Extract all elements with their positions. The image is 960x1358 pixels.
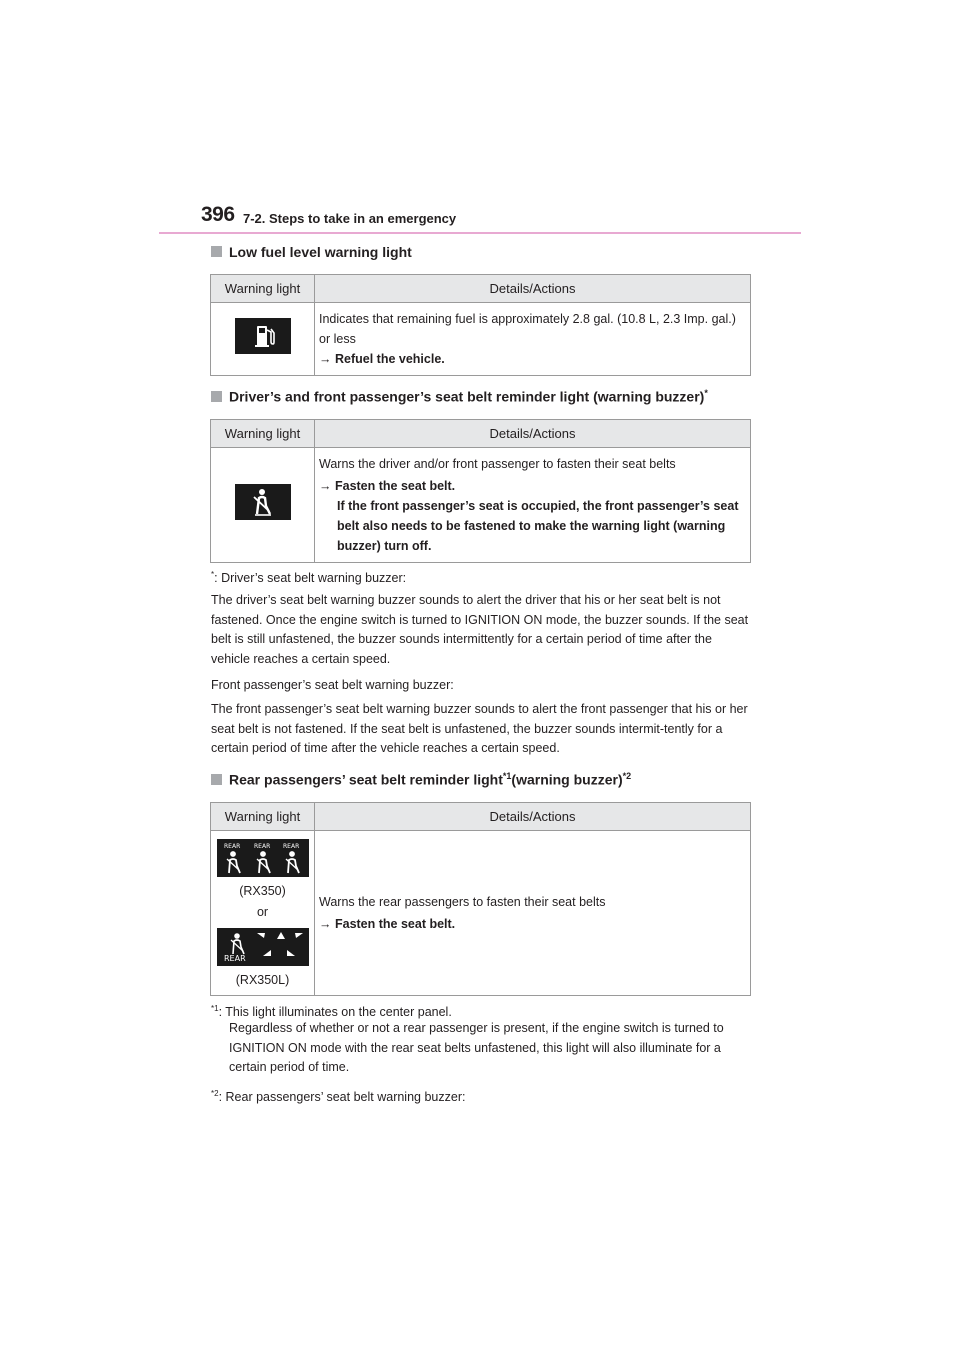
- svg-text:REAR: REAR: [223, 843, 240, 850]
- fuel-pump-icon: [235, 318, 291, 354]
- footnote-2: $^{*2}$: Rear passengers’ seat belt warning buzzer:: [211, 1089, 466, 1105]
- action-text: → Fasten the seat belt.: [319, 917, 456, 931]
- details-text: Warns the driver and/or front passenger to fasten their seat belts: [319, 457, 676, 471]
- section-title: 7-2. Steps to take in an emergency: [243, 211, 457, 226]
- svg-text:REAR: REAR: [223, 954, 246, 963]
- table-front-seat-belt: [210, 419, 751, 563]
- seat-belt-icon: [235, 484, 291, 520]
- variant-rx350l: (RX350L): [235, 973, 290, 987]
- svg-text:REAR: REAR: [282, 843, 299, 850]
- footnote-star: *: Driver’s seat belt warning buzzer:: [211, 570, 407, 586]
- col-warning-light: Warning light: [211, 803, 315, 831]
- action-text: → Fasten the seat belt.: [319, 479, 456, 493]
- bullet-square-icon: [211, 774, 222, 785]
- svg-text:REAR: REAR: [253, 843, 270, 850]
- bullet-square-icon: [211, 391, 222, 402]
- col-details: Details/Actions: [315, 803, 751, 831]
- bullet-square-icon: [211, 246, 222, 257]
- table-rear-seat-belt: [210, 802, 751, 996]
- heading-rear-seat-belt: Rear passengers’ seat belt reminder light$^{*1}$(warning buzzer)$^{*2}$: [211, 771, 631, 788]
- details-text: Indicates that remaining fuel is approximately 2.8 gal. (10.8 L, 2.3 Imp. gal.) or less: [319, 312, 736, 346]
- variant-rx350: (RX350): [239, 884, 286, 898]
- footnote-1: $^{*1}$: This light illuminates on the center panel.: [211, 1004, 452, 1020]
- col-details: Details/Actions: [315, 275, 751, 303]
- or-text: or: [256, 905, 269, 919]
- footnote-star-p1: The driver’s seat belt warning buzzer sounds to alert the driver that his or her seat belt is not fastened. Once the engine switch is turned to IGNITION ON mode, the buzzer sounds. If the seat belt is still unfastened, the buzzer sounds intermittently for a certain period of time after the vehicle reaches a certain speed.: [211, 593, 749, 666]
- col-warning-light: Warning light: [211, 420, 315, 448]
- footnote-1-text: Regardless of whether or not a rear passenger is present, if the engine switch is turned to IGNITION ON mode with the rear seat belts unfastened, this light will also illuminate for a certain period of time.: [229, 1021, 724, 1074]
- action-note: If the front passenger’s seat is occupied, the front passenger’s seat belt also needs to be fastened to make the warning light (warning buzzer) turn off.: [337, 499, 739, 553]
- footnote-star-p2: Front passenger’s seat belt warning buzzer:: [211, 678, 454, 692]
- header-divider: [159, 232, 801, 234]
- footnote-star-p3: The front passenger’s seat belt warning buzzer sounds to alert the front passenger that his or her seat belt is not fastened. If the seat belt is unfastened, the buzzer sounds intermit-tently for a certain period of time after the vehicle reaches a certain speed.: [211, 702, 748, 755]
- heading-low-fuel: Low fuel level warning light: [211, 244, 412, 260]
- heading-front-seat-belt: Driver’s and front passenger’s seat belt reminder light (warning buzzer)*: [211, 388, 708, 405]
- page-number: 396: [201, 203, 235, 226]
- rear-seat-belt-icon-rx350l: [217, 928, 309, 966]
- rear-seat-belt-icon: [217, 839, 309, 877]
- page-header: [201, 203, 801, 235]
- details-text: Warns the rear passengers to fasten their seat belts: [319, 895, 606, 909]
- table-low-fuel: [210, 274, 751, 376]
- col-details: Details/Actions: [315, 420, 751, 448]
- action-text: → Refuel the vehicle.: [319, 352, 445, 366]
- col-warning-light: Warning light: [211, 275, 315, 303]
